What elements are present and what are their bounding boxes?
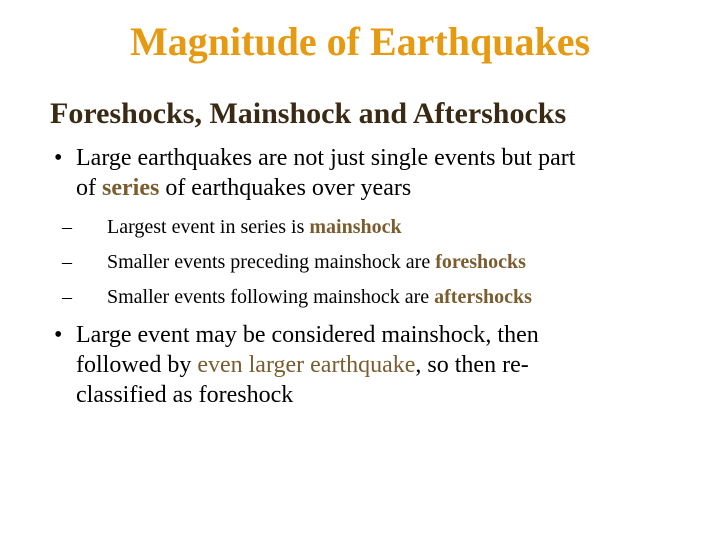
sub-bullet-foreshocks	[62, 249, 702, 275]
bullet-text-part: of	[76, 175, 102, 201]
emphasis-series: series	[102, 175, 160, 201]
bullet-marker: •	[54, 322, 63, 348]
sub-bullet-aftershocks	[62, 284, 702, 310]
bullet-line: Large event may be considered mainshock, then	[76, 322, 539, 348]
bullet-reclassified	[50, 320, 670, 410]
slide-title: Magnitude of Earthquakes	[129, 19, 591, 64]
sub-bullet-text	[107, 284, 702, 310]
emphasis-aftershocks: aftershocks	[434, 286, 532, 308]
sub-bullet-text-part: Smaller events following mainshock are	[107, 286, 435, 308]
sub-bullet-text	[107, 249, 702, 275]
bullet-text-part: , so then re-	[415, 352, 529, 378]
sub-bullet-text	[107, 214, 702, 240]
sub-bullet-text-part: Largest event in series is	[107, 216, 310, 238]
bullet-line: classified as foreshock	[76, 382, 294, 408]
bullet-text	[76, 320, 670, 410]
sub-bullet-mainshock	[62, 214, 702, 240]
sub-bullet-marker: –	[62, 216, 72, 238]
sub-bullet-text-part: Smaller events preceding mainshock are	[107, 251, 436, 273]
sub-bullet-marker: –	[62, 251, 72, 273]
slide-subtitle: Foreshocks, Mainshock and Aftershocks	[50, 97, 567, 130]
emphasis-foreshocks: foreshocks	[435, 251, 526, 273]
bullet-text-part: followed by	[76, 352, 198, 378]
emphasis-mainshock: mainshock	[309, 216, 402, 238]
bullet-text	[76, 143, 670, 203]
emphasis-larger-earthquake: even larger earthquake	[197, 352, 416, 378]
bullet-series	[50, 143, 670, 203]
bullet-text-part: of earthquakes over years	[159, 175, 412, 201]
sub-bullet-marker: –	[62, 286, 72, 308]
bullet-line: Large earthquakes are not just single events but part	[76, 145, 576, 171]
bullet-marker: •	[54, 145, 63, 171]
